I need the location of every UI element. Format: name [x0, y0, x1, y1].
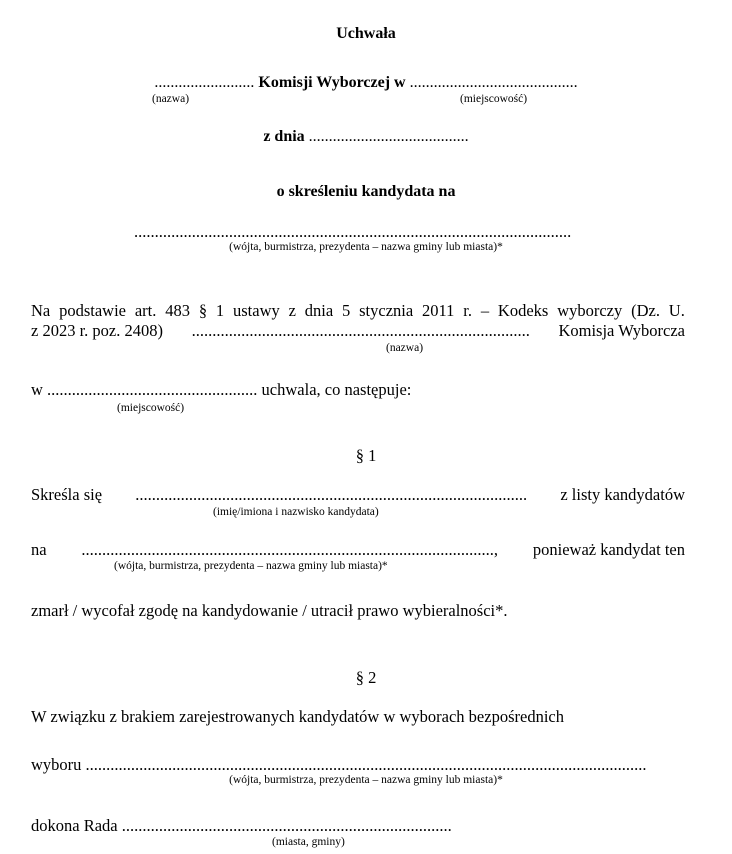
- basis-word: 5: [342, 301, 351, 320]
- basis-word: dnia: [304, 301, 334, 320]
- basis-word: (Dz.: [631, 301, 660, 320]
- office-blank-2: ........................................................................................................................................: [85, 755, 647, 774]
- basis-line-3-start: w: [31, 380, 48, 399]
- subject-caption: (wójta, burmistrza, prezydenta – nazwa gminy lub miasta)*: [229, 241, 503, 253]
- section-1-line-1: [31, 487, 685, 504]
- basis-line-3-end: uchwala, co następuje:: [257, 380, 412, 399]
- basis-line-2-end: Komisja Wyborcza: [558, 321, 685, 340]
- basis-word: U.: [668, 301, 685, 320]
- section-1-heading: § 1: [355, 446, 377, 465]
- basis-word: Kodeks: [497, 301, 549, 320]
- commission-place-blank: ..........................................: [409, 74, 578, 91]
- section-1-line-1-start: Skreśla się: [31, 485, 103, 504]
- section-2-line-2: [31, 757, 647, 774]
- commission-name-blank: .........................: [154, 74, 255, 91]
- basis-word: 1: [215, 301, 225, 320]
- office-blank: ....................................................................................................,: [81, 540, 499, 559]
- subject-heading: o skreśleniu kandydata na: [276, 183, 456, 200]
- caption-nazwa-2: (nazwa): [386, 342, 424, 354]
- caption-miejscowosc-2: (miejscowość): [117, 402, 185, 414]
- basis-word: ustawy: [233, 301, 280, 320]
- section-2-heading: § 2: [355, 668, 377, 687]
- basis-line-1: [31, 303, 685, 320]
- basis-word: stycznia: [359, 301, 414, 320]
- section-2-line-1: W związku z brakiem zarejestrowanych kandydatów w wyborach bezpośrednich: [31, 707, 564, 726]
- section-2-line-3-start: dokona Rada: [31, 816, 122, 835]
- candidate-name-blank: ...............................................................................................: [135, 485, 528, 504]
- caption-office-2: (wójta, burmistrza, prezydenta – nazwa gminy lub miasta)*: [229, 774, 503, 786]
- section-1-line-2: [31, 542, 685, 559]
- subject-blank: ..........................................................................................................: [134, 222, 572, 241]
- commission-label: Komisji Wyborczej w: [254, 74, 410, 91]
- basis-line-2-start: z 2023 r. poz. 2408): [31, 321, 163, 340]
- date-label: z dnia: [263, 128, 309, 145]
- caption-council: (miasta, gminy): [272, 836, 345, 848]
- section-2-line-3: [31, 818, 452, 835]
- section-1-line-2-start: na: [31, 540, 47, 559]
- section-1-line-1-end: z listy kandydatów: [560, 485, 685, 504]
- document-title: Uchwała: [336, 25, 396, 42]
- basis-word: art.: [134, 301, 157, 320]
- basis-word: –: [480, 301, 490, 320]
- commission-line: [0, 75, 732, 91]
- section-1-line-2-end: ponieważ kandydat ten: [532, 540, 685, 559]
- commission-name-blank-2: ..................................................................................: [191, 321, 530, 340]
- council-blank: ................................................................................: [121, 816, 452, 835]
- basis-line-3: [31, 382, 411, 399]
- date-line: [0, 129, 732, 145]
- caption-candidate: (imię/imiona i nazwisko kandydata): [213, 506, 379, 518]
- basis-word: Na: [31, 301, 51, 320]
- section-2-line-2-start: wyboru: [31, 755, 86, 774]
- basis-line-2: [31, 323, 685, 340]
- place-blank: ...................................................: [47, 380, 258, 399]
- basis-word: wyborczy: [557, 301, 623, 320]
- basis-word: 2011: [422, 301, 455, 320]
- basis-word: r.: [463, 301, 472, 320]
- caption-miejscowosc: (miejscowość): [460, 93, 528, 105]
- section-1-line-3: zmarł / wycofał zgodę na kandydowanie / utracił prawo wybieralności*.: [31, 601, 508, 620]
- caption-office: (wójta, burmistrza, prezydenta – nazwa gminy lub miasta)*: [114, 560, 388, 572]
- caption-nazwa: (nazwa): [152, 93, 190, 105]
- basis-word: podstawie: [59, 301, 126, 320]
- basis-word: z: [288, 301, 296, 320]
- date-blank: ........................................: [308, 128, 469, 145]
- basis-word: 483: [165, 301, 190, 320]
- basis-word: §: [198, 301, 208, 320]
